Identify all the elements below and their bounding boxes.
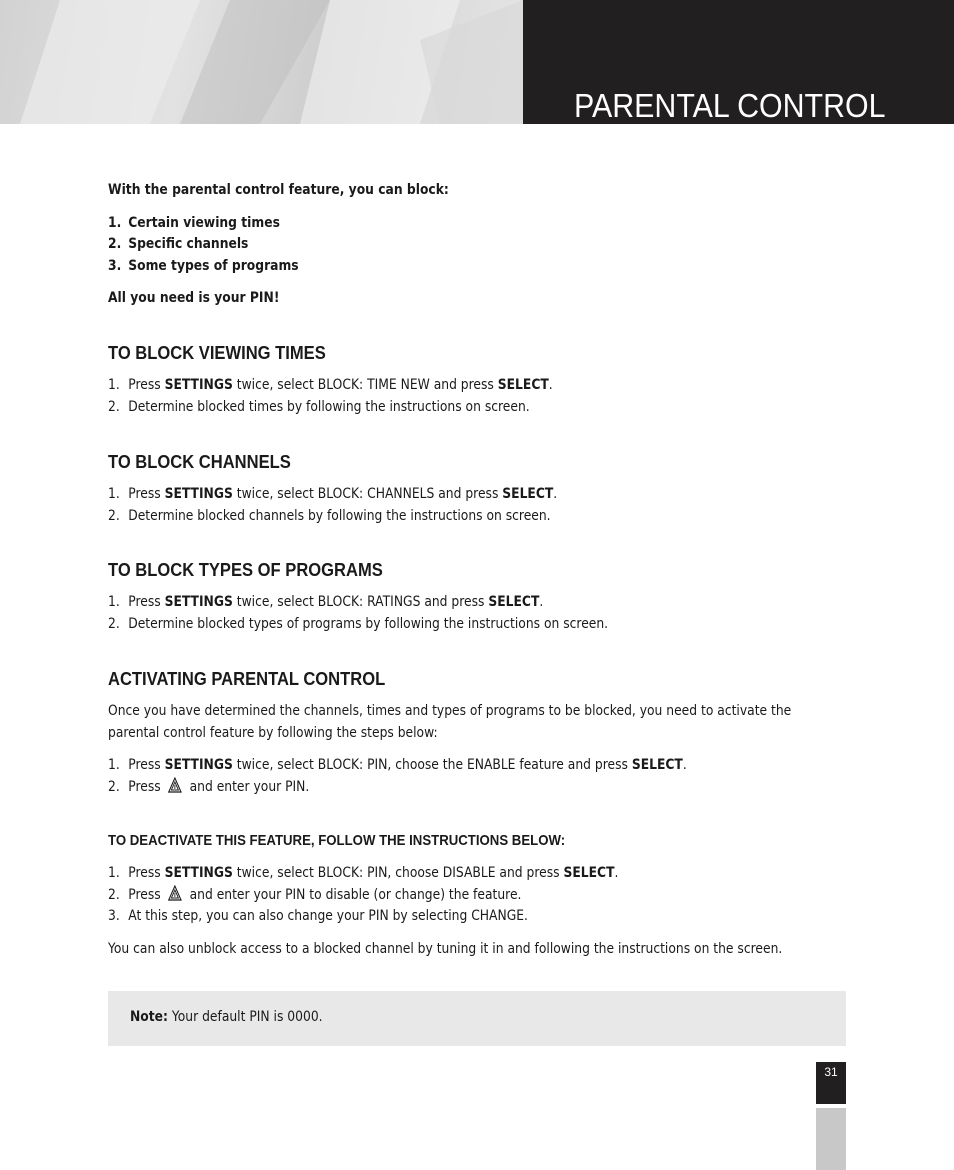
section-heading: TO BLOCK CHANNELS [108, 452, 291, 472]
list-item: 2. Determine blocked times by following the instructions on screen. [108, 398, 530, 415]
list-item: 1. Press SETTINGS twice, select BLOCK: CHANNELS and press SELECT. [108, 486, 558, 502]
parental-lock-icon [168, 885, 182, 901]
list-item: 2. Press and enter your PIN. [108, 778, 310, 795]
list-item: 1. Certain viewing times [108, 214, 280, 231]
deactivating-section [108, 831, 868, 960]
list-item: 3. At this step, you can also change your PIN by selecting CHANGE. [108, 908, 528, 924]
activating-section [108, 667, 868, 798]
note-text: Note: Your default PIN is 0000. [130, 1009, 323, 1025]
section-heading: ACTIVATING PARENTAL CONTROL [108, 669, 386, 689]
intro-list [108, 213, 777, 278]
list-item: 2. Specific channels [108, 236, 249, 252]
block-channels-section [108, 450, 868, 527]
list-item: 3. Some types of programs [108, 257, 299, 274]
section-heading: TO BLOCK VIEWING TIMES [108, 343, 326, 363]
note-box [108, 991, 846, 1046]
intro-section [108, 180, 868, 310]
list-item: 1. Press SETTINGS twice, select BLOCK: PIN, choose the ENABLE feature and press SELECT. [108, 757, 687, 773]
section-heading: TO BLOCK TYPES OF PROGRAMS [108, 560, 383, 580]
note-label: Note: [130, 1009, 168, 1025]
list-item: 1. Press SETTINGS twice, select BLOCK: TIME NEW and press SELECT. [108, 377, 553, 393]
page-title: PARENTAL CONTROL [574, 87, 886, 124]
block-programs-section [108, 558, 868, 635]
parental-lock-icon [168, 777, 182, 793]
intro-lead: With the parental control feature, you can block: [108, 182, 449, 198]
list-item: 2. Press and enter your PIN to disable (or change) the feature. [108, 886, 522, 903]
page-number: 31 [824, 1065, 838, 1079]
section-subheading: TO DEACTIVATE THIS FEATURE, FOLLOW THE INSTRUCTIONS BELOW: [108, 832, 566, 849]
steps-list [108, 375, 777, 418]
header-graphic [0, 0, 523, 124]
block-times-section [108, 341, 868, 418]
header-decoration [0, 0, 523, 124]
steps-list [108, 863, 777, 928]
page-tab [816, 1108, 846, 1170]
list-item: 1. Press SETTINGS twice, select BLOCK: RATINGS and press SELECT. [108, 594, 544, 610]
paragraph: You can also unblock access to a blocked channel by tuning it in and following the instructions on the screen. [108, 940, 783, 957]
list-item: 2. Determine blocked types of programs by following the instructions on screen. [108, 615, 609, 632]
pin-note: All you need is your PIN! [108, 290, 280, 306]
page-number-box [816, 1062, 846, 1104]
steps-list [108, 755, 777, 798]
paragraph: parental control feature by following the steps below: [108, 724, 438, 741]
steps-list [108, 484, 777, 527]
paragraph: Once you have determined the channels, times and types of programs to be blocked, you need to activate the [108, 703, 792, 719]
list-item: 2. Determine blocked channels by following the instructions on screen. [108, 507, 551, 524]
steps-list [108, 592, 777, 635]
list-item: 1. Press SETTINGS twice, select BLOCK: PIN, choose DISABLE and press SELECT. [108, 865, 619, 881]
